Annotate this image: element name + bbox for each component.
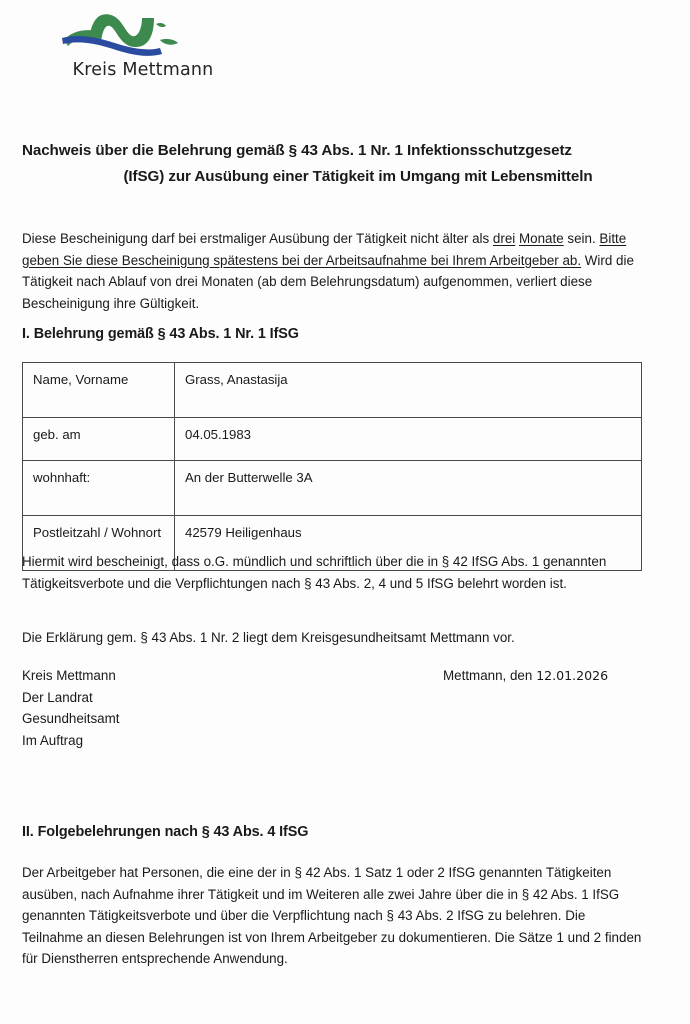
personal-data-table [22,362,642,571]
issue-date: 12.01.2026 [536,668,609,683]
authority-line-2: Der Landrat [22,689,93,705]
row-label-address: wohnhaft: [23,461,175,516]
kreis-mettmann-wave-logo-icon [56,6,196,58]
document-title-line-1: Nachweis über die Belehrung gemäß § 43 Abs. 1 Nr. 1 Infektionsschutzgesetz [22,142,572,159]
document-title-line-2: (IfSG) zur Ausübung einer Tätigkeit im Umgang mit Lebensmitteln [123,168,593,185]
intro-part-1: Diese Bescheinigung darf bei erstmaliger Ausübung der Tätigkeit nicht älter als [22,231,493,246]
section-two-paragraph: Der Arbeitgeber hat Personen, die eine der in § 42 Abs. 1 Satz 1 oder 2 IfSG genannten Tätigkeiten ausüben, nach Aufnahme ihrer Tätigkeit und im Weiteren alle zwei Jahre über die in § 42 Abs. 1 IfSG genannten Tätigkeitsverbote und über die Verpflichtung nach § 43 Abs. 2 IfSG zu belehren. Die Teilnahme an diesen Belehrungen ist von Ihrem Arbeitgeber zu dokumentieren. Die Sätze 1 und 2 finden für Dienstherren entsprechende Anwendung. [22,865,642,966]
row-value-birthdate: 04.05.1983 [175,418,642,461]
intro-paragraph [22,228,648,314]
table-row [23,363,642,418]
section-one-heading: I. Belehrung gemäß § 43 Abs. 1 Nr. 1 IfSG [22,326,299,342]
place-label: Mettmann, den [443,668,533,683]
document-title [22,138,668,190]
intro-underline-drei: drei [492,231,516,246]
table-row [23,461,642,516]
declaration-paragraph: Die Erklärung gem. § 43 Abs. 1 Nr. 2 liegt dem Kreisgesundheitsamt Mettmann vor. [22,630,515,645]
intro-part-3: sein. [563,231,600,246]
row-label-name: Name, Vorname [23,363,175,418]
intro-part-4: Wird die Tätigkeit nach Ablauf von drei Monaten (ab dem Belehrungsdatum) aufgenommen, verliert diese Bescheinigung ihre Gültigkeit. [22,252,634,311]
row-label-birthdate: geb. am [23,418,175,461]
organization-logo [48,6,238,88]
logo-wordmark: Kreis Mettmann [72,60,214,80]
certification-paragraph: Hiermit wird bescheinigt, dass o.G. mündlich und schriftlich über die in § 42 IfSG Abs. 1 genannten Tätigkeitsverbote und die Verpflichtungen nach § 43 Abs. 2, 4 und 5 IfSG belehrt worden ist. [22,554,607,591]
authority-line-1: Kreis Mettmann [22,668,116,683]
section-two-heading: II. Folgebelehrungen nach § 43 Abs. 4 IfSG [22,824,309,840]
row-value-address: An der Butterwelle 3A [175,461,642,516]
table-row [23,418,642,461]
issuing-authority-block [22,665,120,751]
intro-underline-sentence: Bitte geben Sie diese Bescheinigung spätestens bei der Arbeitsaufnahme bei Ihrem Arbeitgeber ab. [22,231,627,268]
authority-line-4: Im Auftrag [22,732,84,748]
row-label-postal-city: Postleitzahl / Wohnort [23,516,175,571]
place-and-date [443,665,608,687]
authority-line-3: Gesundheitsamt [22,711,120,726]
intro-underline-monate: Monate [519,231,564,246]
row-value-name: Grass, Anastasija [175,363,642,418]
row-value-postal-city: 42579 Heiligenhaus [175,516,642,571]
